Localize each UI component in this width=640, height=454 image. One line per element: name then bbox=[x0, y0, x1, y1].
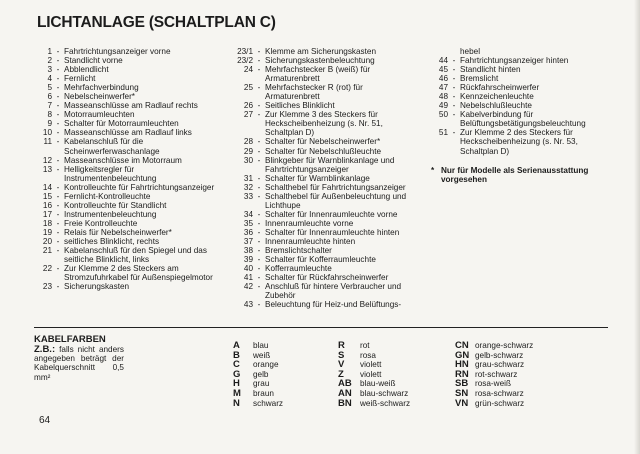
legend-item bbox=[231, 282, 419, 300]
color-code: RN bbox=[455, 368, 469, 380]
legend-item-text: Kabelanschluß für den Spiegel und das seitliche Blinklicht, links bbox=[64, 246, 207, 265]
legend-item-text: Abblendlicht bbox=[64, 65, 109, 75]
legend-item-text: Standlicht vorne bbox=[64, 56, 123, 66]
legend-item-dash: - bbox=[257, 282, 261, 292]
color-code: AB bbox=[338, 378, 352, 390]
legend-item bbox=[34, 237, 218, 246]
legend-item bbox=[34, 183, 218, 192]
legend-item bbox=[231, 174, 419, 183]
legend-item bbox=[231, 237, 419, 246]
legend-item-dash: - bbox=[56, 218, 60, 228]
legend-item-number: 34 bbox=[243, 209, 253, 219]
legend-item bbox=[34, 228, 218, 237]
legend-item-dash: - bbox=[257, 182, 261, 192]
legend-item-number: 26 bbox=[243, 101, 253, 111]
color-code: Z bbox=[338, 368, 344, 380]
legend-item-number: 12 bbox=[42, 155, 52, 165]
legend-item-dash: - bbox=[257, 273, 261, 283]
color-name: grau-schwarz bbox=[475, 360, 525, 370]
color-code: CN bbox=[455, 340, 469, 351]
legend-item-text: Motorraumleuchten bbox=[64, 110, 135, 120]
legend-item bbox=[231, 273, 419, 282]
legend-item-number: 18 bbox=[42, 218, 52, 228]
legend-item-number: 2 bbox=[47, 56, 52, 66]
legend-item bbox=[431, 92, 611, 101]
footnote bbox=[431, 166, 611, 184]
legend-item-number: 7 bbox=[47, 101, 52, 111]
legend-item-dash: - bbox=[257, 56, 261, 66]
color-code-row bbox=[338, 351, 410, 361]
legend-item bbox=[431, 65, 611, 74]
legend-item-number: 16 bbox=[42, 200, 52, 210]
legend-item-text: Fernlicht-Kontrolleuchte bbox=[64, 191, 151, 201]
color-code-row bbox=[233, 351, 283, 361]
legend-item-text: Sicherungskastenbeleuchtung bbox=[265, 56, 375, 66]
legend-item bbox=[34, 210, 218, 219]
legend-item-text: Schalthebel für Fahrtrichtungsanzeiger bbox=[265, 182, 406, 192]
color-column-3 bbox=[455, 341, 533, 408]
legend-item bbox=[231, 264, 419, 273]
legend-item-text: Seitliches Blinklicht bbox=[265, 101, 335, 111]
legend-item-dash: - bbox=[56, 65, 60, 75]
legend-item-number: 46 bbox=[438, 74, 448, 84]
legend-item-text: Nebelschlußleuchte bbox=[460, 101, 532, 111]
color-code: B bbox=[233, 349, 240, 361]
legend-item-dash: - bbox=[56, 155, 60, 165]
color-code-row bbox=[233, 399, 283, 409]
legend-item-number: 45 bbox=[438, 65, 448, 75]
legend-item-number: 29 bbox=[243, 146, 253, 156]
legend-item-dash: - bbox=[56, 128, 60, 138]
legend-item-dash: - bbox=[257, 110, 261, 120]
legend-item-text: Fernlicht bbox=[64, 74, 96, 84]
legend-item-dash: - bbox=[56, 92, 60, 102]
legend-item bbox=[34, 201, 218, 210]
legend-item bbox=[231, 300, 419, 309]
color-name: blau-weiß bbox=[360, 379, 396, 389]
legend-item-dash: - bbox=[452, 83, 456, 93]
legend-item-number: 15 bbox=[42, 191, 52, 201]
legend-item-number: 30 bbox=[243, 155, 253, 165]
legend-item-dash: - bbox=[56, 119, 60, 129]
legend-item-text: Schalthebel für Außenbeleuchtung und Lichthupe bbox=[265, 191, 407, 210]
color-code: G bbox=[233, 368, 241, 380]
legend-item bbox=[431, 47, 611, 56]
legend-item bbox=[231, 192, 419, 210]
color-name: rosa-schwarz bbox=[475, 388, 524, 398]
legend-item-number: 8 bbox=[47, 110, 52, 120]
color-code: A bbox=[233, 340, 240, 351]
legend-item-text: Freie Kontrolleuchte bbox=[64, 218, 138, 228]
color-code-row bbox=[233, 360, 283, 370]
legend-item-number: 22 bbox=[42, 264, 52, 274]
example-label: Z.B.: bbox=[34, 344, 56, 355]
color-code: H bbox=[233, 378, 240, 390]
legend-item bbox=[34, 74, 218, 83]
legend-item bbox=[34, 137, 218, 155]
legend-item-text: Mehrfachstecker R (rot) für Armaturenbrett bbox=[265, 83, 363, 102]
legend-item-text: Nebelscheinwerfer* bbox=[64, 92, 135, 102]
legend-item-dash: - bbox=[452, 92, 456, 102]
legend-item-number: 23/1 bbox=[237, 47, 253, 56]
legend-item-number: 49 bbox=[438, 101, 448, 111]
example-text: falls nicht anders angegeben beträgt der Kabelquerschnitt 0,5 mm² bbox=[34, 345, 124, 382]
legend-item-number: 41 bbox=[243, 273, 253, 283]
legend-item bbox=[231, 147, 419, 156]
legend-item-text: Rückfahrscheinwerfer bbox=[460, 83, 540, 93]
color-code: R bbox=[338, 340, 345, 351]
legend-item-text: Instrumentenbeleuchtung bbox=[64, 209, 157, 219]
color-name: blau-schwarz bbox=[360, 388, 409, 398]
legend-item-number: 4 bbox=[47, 74, 52, 84]
legend-item-dash: - bbox=[56, 164, 60, 174]
legend-item bbox=[34, 110, 218, 119]
color-code: SB bbox=[455, 378, 469, 390]
color-name: violett bbox=[360, 369, 382, 379]
legend-item-dash: - bbox=[56, 74, 60, 84]
legend-column-3 bbox=[431, 47, 611, 184]
color-code-row bbox=[233, 341, 283, 351]
legend-item-number: 23/2 bbox=[237, 56, 253, 66]
legend-item-dash: - bbox=[257, 137, 261, 147]
legend-item bbox=[34, 264, 218, 282]
legend-item bbox=[231, 228, 419, 237]
legend-item-dash: - bbox=[56, 227, 60, 237]
legend-item-text: Schalter für Motorraumleuchten bbox=[64, 119, 179, 129]
legend-item bbox=[34, 246, 218, 264]
legend-item-text: Fahrtrichtungsanzeiger vorne bbox=[64, 47, 171, 56]
legend-item-text: Kabelanschluß für die Scheinwerferwaschanlage bbox=[64, 137, 160, 156]
legend-item-text: Schalter für Kofferraumleuchte bbox=[265, 255, 376, 265]
page-title: LICHTANLAGE (SCHALTPLAN C) bbox=[37, 14, 276, 31]
legend-item-dash: - bbox=[56, 83, 60, 93]
legend-item bbox=[34, 56, 218, 65]
color-name: orange bbox=[253, 360, 279, 370]
legend-item bbox=[34, 65, 218, 74]
legend-item-number: 21 bbox=[42, 246, 52, 256]
kabelfarben-description bbox=[34, 345, 124, 382]
color-name: grau bbox=[253, 379, 270, 389]
legend-item bbox=[231, 65, 419, 83]
legend-item-number: 50 bbox=[438, 110, 448, 120]
kabelfarben-title: KABELFARBEN bbox=[34, 334, 106, 345]
color-name: rosa-weiß bbox=[475, 379, 511, 389]
color-column-1 bbox=[233, 341, 283, 408]
legend-item-dash: - bbox=[257, 264, 261, 274]
legend-item-dash: - bbox=[56, 47, 60, 56]
legend-item bbox=[231, 183, 419, 192]
color-name: weiß-schwarz bbox=[360, 398, 411, 408]
legend-item bbox=[231, 110, 419, 137]
legend-item-dash: - bbox=[56, 264, 60, 274]
legend-item-dash: - bbox=[56, 182, 60, 192]
legend-item-text: Mehrfachverbindung bbox=[64, 83, 139, 93]
legend-column-2 bbox=[231, 47, 419, 309]
legend-item-number: 14 bbox=[42, 182, 52, 192]
legend-item-number: 1 bbox=[47, 47, 52, 56]
legend-item-dash: - bbox=[56, 282, 60, 292]
legend-item-number: 40 bbox=[243, 264, 253, 274]
color-column-2 bbox=[338, 341, 410, 408]
color-name: orange-schwarz bbox=[475, 341, 534, 350]
legend-item-dash: - bbox=[257, 101, 261, 111]
legend-item bbox=[34, 192, 218, 201]
legend-item-text: Masseanschlüsse am Radlauf links bbox=[64, 128, 192, 138]
legend-item-number: 39 bbox=[243, 255, 253, 265]
legend-item-dash: - bbox=[452, 65, 456, 75]
legend-item bbox=[431, 56, 611, 65]
legend-item-number: 28 bbox=[243, 137, 253, 147]
legend-item-number: 33 bbox=[243, 191, 253, 201]
color-code-row bbox=[233, 370, 283, 380]
color-code-row bbox=[338, 341, 410, 351]
legend-item-number: 6 bbox=[47, 92, 52, 102]
legend-item bbox=[34, 83, 218, 92]
legend-item bbox=[231, 219, 419, 228]
legend-item-dash: - bbox=[257, 173, 261, 183]
legend-item-dash: - bbox=[56, 191, 60, 201]
legend-item-dash: - bbox=[56, 209, 60, 219]
legend-item bbox=[431, 101, 611, 110]
color-name: rot-schwarz bbox=[475, 369, 518, 379]
legend-item-number: 31 bbox=[243, 173, 253, 183]
legend-item-dash: - bbox=[56, 236, 60, 246]
legend-item-dash: - bbox=[257, 236, 261, 246]
legend-item-text: Schalter für Innenraumleuchte vorne bbox=[265, 209, 398, 219]
legend-item-text: Fahrtrichtungsanzeiger hinten bbox=[460, 56, 569, 66]
legend-item-dash: - bbox=[257, 246, 261, 256]
legend-item-number: 25 bbox=[243, 83, 253, 93]
color-code-row bbox=[233, 389, 283, 399]
legend-item bbox=[34, 282, 218, 291]
legend-item-number: 19 bbox=[42, 227, 52, 237]
legend-item bbox=[231, 56, 419, 65]
color-code: HN bbox=[455, 359, 469, 371]
legend-item-dash: - bbox=[56, 56, 60, 66]
legend-item-text: Innenraumleuchte hinten bbox=[265, 236, 356, 246]
legend-item-text: Helligkeitsregler für Instrumentenbeleuchtung bbox=[64, 164, 157, 183]
legend-item-number: 17 bbox=[42, 209, 52, 219]
legend-item-number: 10 bbox=[42, 128, 52, 138]
legend-item-number: 13 bbox=[42, 164, 52, 174]
legend-item bbox=[231, 210, 419, 219]
legend-item-text: Kennzeichenleuchte bbox=[460, 92, 534, 102]
legend-item-text: Zur Klemme 3 des Steckers für Heckscheibenheizung (s. Nr. 51, Schaltplan D) bbox=[265, 110, 383, 138]
legend-item-number bbox=[431, 47, 448, 56]
legend-item-text: Klemme am Sicherungskasten bbox=[265, 47, 377, 56]
color-code-row bbox=[338, 399, 410, 409]
section-divider bbox=[34, 327, 608, 328]
color-name: violett bbox=[360, 360, 382, 370]
legend-item-dash: - bbox=[56, 246, 60, 256]
legend-item-dash: - bbox=[56, 101, 60, 111]
color-name: gelb bbox=[253, 369, 269, 379]
legend-item bbox=[34, 119, 218, 128]
color-name: grün-schwarz bbox=[475, 398, 525, 408]
legend-item-dash: - bbox=[56, 110, 60, 120]
legend-item bbox=[431, 74, 611, 83]
legend-item-dash: - bbox=[257, 209, 261, 219]
legend-item-number: 47 bbox=[438, 83, 448, 93]
legend-item bbox=[34, 92, 218, 101]
legend-item-dash: - bbox=[257, 218, 261, 228]
legend-item-dash: - bbox=[257, 255, 261, 265]
legend-item bbox=[431, 128, 611, 155]
legend-item-text: Zur Klemme 2 des Steckers für Heckscheibenheizung (s. Nr. 53, Schaltplan D) bbox=[460, 128, 578, 156]
color-name: gelb-schwarz bbox=[475, 350, 524, 360]
legend-item-text: Masseanschlüsse am Radlauf rechts bbox=[64, 101, 198, 111]
legend-item-text: Schalter für Warnblinkanlage bbox=[265, 173, 370, 183]
legend-item-dash bbox=[448, 47, 460, 56]
legend-item bbox=[34, 101, 218, 110]
legend-item bbox=[231, 101, 419, 110]
legend-item-dash: - bbox=[257, 227, 261, 237]
legend-item bbox=[231, 156, 419, 174]
legend-item bbox=[34, 219, 218, 228]
legend-item bbox=[34, 128, 218, 137]
color-code: M bbox=[233, 387, 241, 399]
legend-item-text: Masseanschlüsse im Motorraum bbox=[64, 155, 182, 165]
legend-item-text: Sicherungskasten bbox=[64, 282, 130, 292]
legend-item-text: Relais für Nebelscheinwerfer* bbox=[64, 227, 172, 237]
legend-item-number: 43 bbox=[243, 300, 253, 310]
legend-item-number: 32 bbox=[243, 182, 253, 192]
legend-item-number: 9 bbox=[47, 119, 52, 129]
legend-item-dash: - bbox=[452, 101, 456, 111]
legend-item-number: 27 bbox=[243, 110, 253, 120]
legend-item bbox=[231, 255, 419, 264]
page-number: 64 bbox=[39, 415, 51, 426]
legend-item-text: Zur Klemme 2 des Steckers am Stromzufuhrkabel für Außenspiegelmotor bbox=[64, 264, 213, 283]
page-edge bbox=[634, 0, 640, 454]
legend-item-text: Kofferraumleuchte bbox=[265, 264, 332, 274]
legend-item-text: Blinkgeber für Warnblinkanlage und Fahrtrichtungsanzeiger bbox=[265, 155, 395, 174]
legend-item-text: Anschluß für hintere Verbraucher und Zubehör bbox=[265, 282, 402, 301]
color-code-row bbox=[338, 360, 410, 370]
legend-item-number: 11 bbox=[43, 137, 52, 147]
legend-item-text: Kontrolleuchte für Standlicht bbox=[64, 200, 167, 210]
legend-item-dash: - bbox=[257, 146, 261, 156]
legend-item-text: Schalter für Innenraumleuchte hinten bbox=[265, 227, 400, 237]
color-code: VN bbox=[455, 397, 469, 409]
color-name: rosa bbox=[360, 350, 376, 360]
legend-item-number: 51 bbox=[438, 128, 448, 138]
legend-item-number: 37 bbox=[243, 236, 253, 246]
legend-item bbox=[231, 83, 419, 101]
legend-item bbox=[34, 47, 218, 56]
legend-item-text: Innenraumleuchte vorne bbox=[265, 218, 354, 228]
color-name: blau bbox=[253, 341, 269, 350]
color-code: S bbox=[338, 349, 345, 361]
legend-item-number: 44 bbox=[438, 56, 448, 66]
legend-item-text: Mehrfachstecker B (weiß) für Armaturenbrett bbox=[265, 65, 371, 84]
legend-item-text: seitliches Blinklicht, rechts bbox=[64, 236, 160, 246]
color-code: AN bbox=[338, 387, 352, 399]
legend-item-text: Kabelverbindung für Belüftungsbetätigungsbeleuchtung bbox=[460, 110, 586, 129]
legend-item-dash: - bbox=[257, 300, 261, 310]
legend-item-number: 36 bbox=[243, 227, 253, 237]
color-code: GN bbox=[455, 349, 470, 361]
legend-item-text: Schalter für Rückfahrscheinwerfer bbox=[265, 273, 389, 283]
legend-item-dash: - bbox=[257, 65, 261, 75]
legend-item-dash: - bbox=[257, 47, 261, 56]
color-code: SN bbox=[455, 387, 469, 399]
legend-item-number: 24 bbox=[243, 65, 253, 75]
legend-item bbox=[34, 156, 218, 165]
legend-column-1 bbox=[34, 47, 218, 291]
legend-item-number: 42 bbox=[243, 282, 253, 292]
color-name: braun bbox=[253, 388, 274, 398]
legend-item-text: Schalter für Nebelscheinwerfer* bbox=[265, 137, 381, 147]
legend-item-number: 3 bbox=[47, 65, 52, 75]
color-code: C bbox=[233, 359, 240, 371]
legend-item-dash: - bbox=[452, 128, 456, 138]
legend-item-dash: - bbox=[452, 56, 456, 66]
legend-item bbox=[231, 137, 419, 146]
legend-item-number: 5 bbox=[47, 83, 52, 93]
legend-item bbox=[231, 246, 419, 255]
legend-item-text: Bremslicht bbox=[460, 74, 499, 84]
legend-item-number: 35 bbox=[243, 218, 253, 228]
color-name: rot bbox=[360, 341, 370, 350]
legend-item-dash: - bbox=[257, 83, 261, 93]
color-code: BN bbox=[338, 397, 352, 409]
color-name: schwarz bbox=[253, 398, 284, 408]
legend-item-dash: - bbox=[452, 74, 456, 84]
color-code: N bbox=[233, 397, 240, 409]
legend-item-dash: - bbox=[56, 200, 60, 210]
legend-item-dash: - bbox=[452, 110, 456, 120]
legend-item-text: Schalter für Nebelschlußleuchte bbox=[265, 146, 382, 156]
color-code-row bbox=[455, 399, 533, 409]
legend-item bbox=[431, 83, 611, 92]
legend-item-dash: - bbox=[56, 137, 60, 147]
legend-item bbox=[431, 110, 611, 128]
legend-item bbox=[34, 165, 218, 183]
legend-item-text: Beleuchtung für Heiz-und Belüftungs- bbox=[265, 300, 402, 310]
legend-item-number: 48 bbox=[438, 92, 448, 102]
footnote-text: Nur für Modelle als Serienausstattung vorgesehen bbox=[441, 165, 589, 184]
legend-item-dash: - bbox=[257, 191, 261, 201]
legend-item-text: Bremslichtschalter bbox=[265, 246, 332, 256]
legend-item-number: 20 bbox=[42, 236, 52, 246]
legend-item-number: 23 bbox=[42, 282, 52, 292]
legend-item-text: hebel bbox=[460, 47, 481, 56]
footnote-star: * bbox=[431, 165, 435, 175]
color-code: V bbox=[338, 359, 345, 371]
legend-item bbox=[231, 47, 419, 56]
legend-item-dash: - bbox=[257, 155, 261, 165]
color-name: weiß bbox=[253, 350, 271, 360]
legend-item-text: Kontrolleuchte für Fahrtrichtungsanzeiger bbox=[64, 182, 215, 192]
legend-item-number: 38 bbox=[243, 246, 253, 256]
legend-item-text: Standlicht hinten bbox=[460, 65, 521, 75]
